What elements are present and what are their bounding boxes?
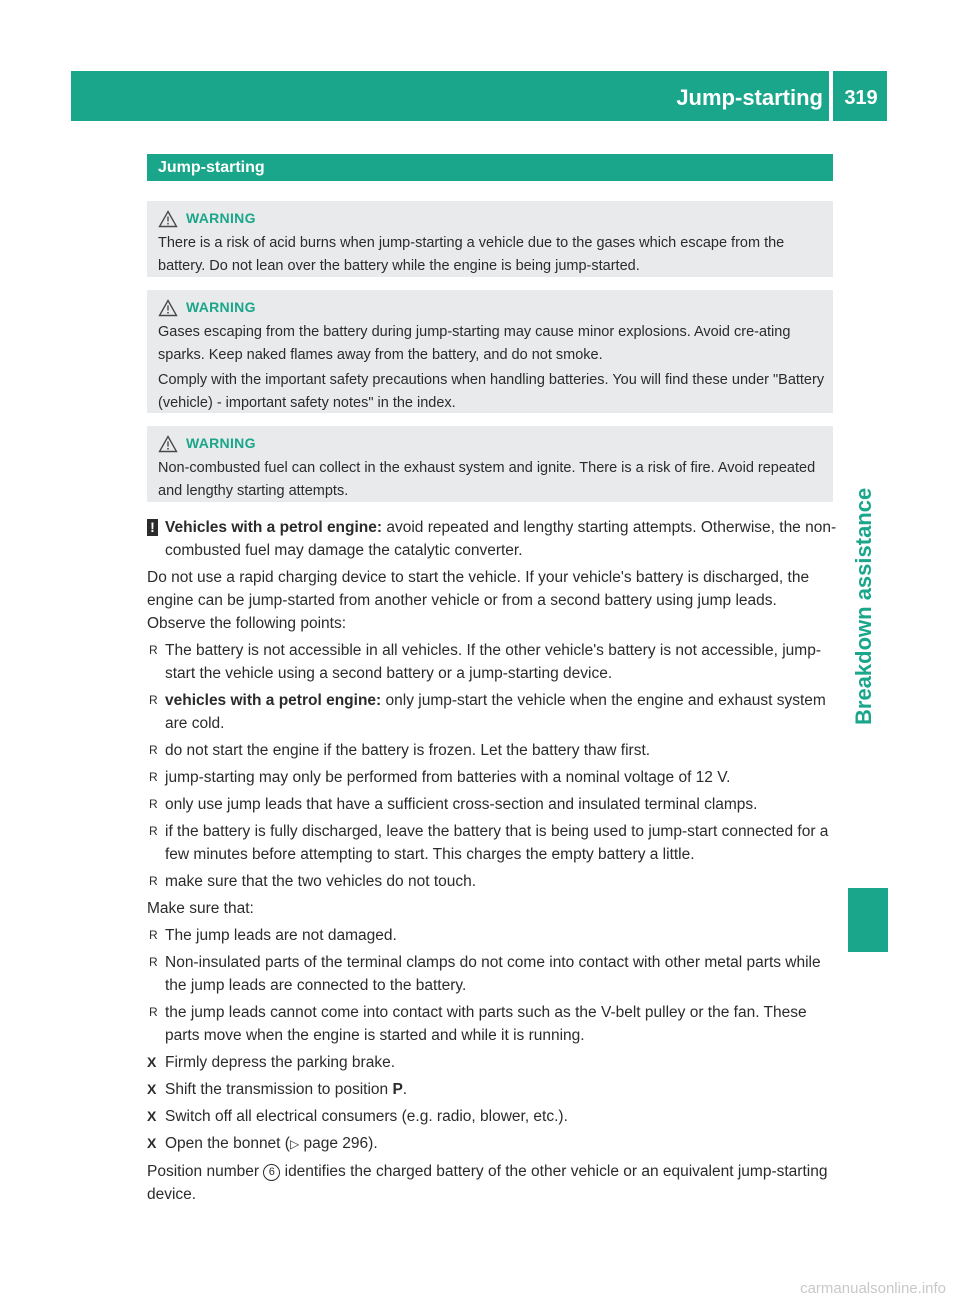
step-item xyxy=(147,1132,837,1156)
step-marker: X xyxy=(147,1081,157,1097)
list-item xyxy=(147,793,837,816)
list-item xyxy=(147,766,837,789)
bullet-marker: R xyxy=(149,955,158,969)
list-item-text: if the battery is fully discharged, leave the battery that is being used to jump-start connected for a few minutes before attempting to start. This charges the empty battery a little. xyxy=(165,823,829,863)
page-number: 319 xyxy=(844,87,878,109)
step-marker: X xyxy=(147,1135,157,1151)
list-item-bold: vehicles with a petrol engine: xyxy=(165,692,382,709)
position-text: identifies the charged battery of the other vehicle or an equivalent jump-starting device. xyxy=(147,1163,828,1203)
warning-triangle-icon xyxy=(158,299,178,317)
warning-text: Comply with the important safety precautions when handling batteries. You will find these under "Battery (vehicle) - important safety notes" in the index. xyxy=(158,372,825,411)
warning-text: There is a risk of acid burns when jump-starting a vehicle due to the gases which escape from the battery. Do not lean over the battery while the engine is being jump-started. xyxy=(158,235,785,274)
page-reference-arrow-icon: ▷ xyxy=(289,1137,300,1151)
warning-box-2 xyxy=(147,290,833,413)
list-item-text: the jump leads cannot come into contact with parts such as the V-belt pulley or the fan. These parts move when the engine is started and while it is running. xyxy=(165,1004,807,1044)
page-reference-link[interactable]: page 296). xyxy=(299,1135,378,1152)
list-item xyxy=(147,951,837,997)
step-text: Firmly depress the parking brake. xyxy=(165,1054,396,1071)
warning-triangle-icon xyxy=(158,435,178,453)
list-item xyxy=(147,739,837,762)
list-item-text: only use jump leads that have a sufficient cross-section and insulated terminal clamps. xyxy=(165,796,758,813)
list-item-text: The jump leads are not damaged. xyxy=(165,927,397,944)
side-tab-marker xyxy=(848,888,888,952)
step-text: Shift the transmission to position xyxy=(165,1081,393,1098)
side-section-label-text: Breakdown assistance xyxy=(851,487,876,725)
warning-triangle-icon xyxy=(158,210,178,228)
step-item xyxy=(147,1078,837,1101)
list-item xyxy=(147,924,837,947)
position-marker-6: 6 xyxy=(263,1164,280,1181)
list-item xyxy=(147,639,837,685)
bullet-marker: R xyxy=(149,1005,158,1019)
warning-box-1 xyxy=(147,201,833,277)
intro-paragraph: Do not use a rapid charging device to start the vehicle. If your vehicle's battery is discharged, the engine can be jump-started from another vehicle or from a second battery using jump leads. Observe the following points: xyxy=(147,569,810,632)
list-item xyxy=(147,1001,837,1047)
step-marker: X xyxy=(147,1108,157,1124)
bullet-marker: R xyxy=(149,770,158,784)
body-content xyxy=(147,516,837,1206)
warning-label: WARNING xyxy=(186,435,256,451)
warning-header xyxy=(158,432,825,455)
warning-text: Non-combusted fuel can collect in the exhaust system and ignite. There is a risk of fire. Avoid repeated and lengthy starting attempts. xyxy=(158,460,816,499)
step-marker: X xyxy=(147,1054,157,1070)
position-paragraph xyxy=(147,1160,837,1206)
note-bold: Vehicles with a petrol engine: xyxy=(165,519,383,536)
warning-box-3 xyxy=(147,426,833,502)
warning-header xyxy=(158,207,825,230)
bullet-marker: R xyxy=(149,643,158,657)
warning-label: WARNING xyxy=(186,210,256,226)
side-section-label xyxy=(846,445,882,725)
bullet-marker: R xyxy=(149,824,158,838)
list-item-text: Non-insulated parts of the terminal clamps do not come into contact with other metal parts while the jump leads are connected to the battery. xyxy=(165,954,821,994)
bullet-marker: R xyxy=(149,743,158,757)
note-petrol-engine xyxy=(147,516,837,562)
warning-header xyxy=(158,296,825,319)
bullet-marker: R xyxy=(149,928,158,942)
step-text: Switch off all electrical consumers (e.g. radio, blower, etc.). xyxy=(165,1108,568,1125)
list-item-text: do not start the engine if the battery is frozen. Let the battery thaw first. xyxy=(165,742,651,759)
position-text: Position number xyxy=(147,1163,264,1180)
list-item-text: The battery is not accessible in all vehicles. If the other vehicle's battery is not accessible, jump-start the vehicle using a second battery or a jump-starting device. xyxy=(165,642,821,682)
section-title: Jump-starting xyxy=(158,159,265,176)
header-title: Jump-starting xyxy=(676,85,823,110)
warning-label: WARNING xyxy=(186,299,256,315)
header-divider xyxy=(829,71,833,121)
exclamation-icon: ! xyxy=(147,519,158,536)
list-item-text: make sure that the two vehicles do not touch. xyxy=(165,873,477,890)
bullet-marker: R xyxy=(149,874,158,888)
list-item-text: jump-starting may only be performed from batteries with a nominal voltage of 12 V. xyxy=(165,769,731,786)
note-text: avoid repeated and lengthy starting attempts. Otherwise, the non-combusted fuel may damage the catalytic converter. xyxy=(165,519,837,559)
list-item xyxy=(147,689,837,735)
footer-watermark: carmanualsonline.info xyxy=(800,1280,946,1297)
step-text: Open the bonnet ( xyxy=(165,1135,290,1152)
step-bold: P xyxy=(392,1081,403,1098)
step-item xyxy=(147,1051,837,1074)
warning-text: Gases escaping from the battery during jump-starting may cause minor explosions. Avoid cre-ating sparks. Keep naked flames away from the battery, and do not smoke. xyxy=(158,324,791,363)
step-text: . xyxy=(402,1081,408,1098)
list-item-text: only jump-start the vehicle when the engine and exhaust system are cold. xyxy=(165,692,826,732)
list-item xyxy=(147,870,837,893)
bullet-marker: R xyxy=(149,797,158,811)
bullet-marker: R xyxy=(149,693,158,707)
step-item xyxy=(147,1105,837,1128)
list-item xyxy=(147,820,837,866)
make-sure-heading: Make sure that: xyxy=(147,900,254,917)
